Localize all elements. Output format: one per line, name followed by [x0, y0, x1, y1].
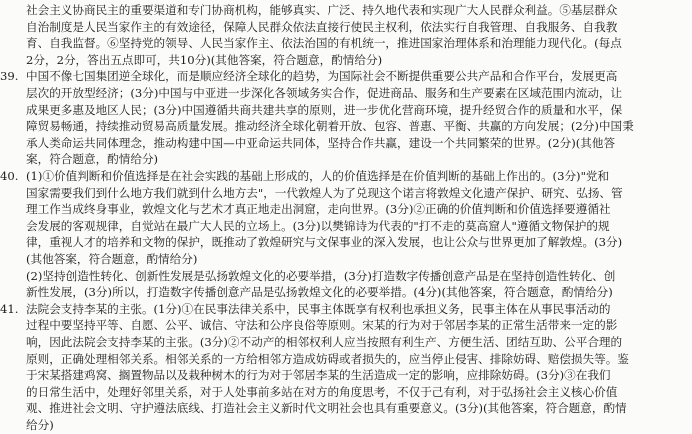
line-text: 案，符合题意，酌情给分) — [26, 152, 159, 167]
line-text: 国家需要我们到什么地方我们就到什么地方去"，一代敦煌人为了兑现这个诺言将敦煌文化遗产保护、研究、弘扬、管 — [26, 185, 623, 200]
line-text: 育、自我监督。⑥坚持党的领导、人民当家作主、依法治国的有机统一，推进国家治理体系和治理能力现代化。(每点 — [26, 36, 622, 51]
document-line — [0, 417, 692, 434]
document-line — [0, 367, 692, 384]
document-line — [0, 400, 692, 417]
line-text: 过程中要坚持平等、自愿、公平、诚信、守法和公序良俗等原则。宋某的行为对于邻居李某的正常生活带来一定的影 — [26, 318, 618, 333]
document-line — [0, 251, 692, 268]
document-line — [0, 334, 692, 351]
document-line — [0, 351, 692, 368]
document-line — [0, 2, 692, 19]
document-line — [0, 384, 692, 401]
line-text: 会发展的客观规律，自觉站在最广大人民的立场上。(3分)以樊锦诗为代表的"打不走的莫高窟人"遵循文物保护的规 — [26, 218, 610, 233]
line-text: 观、推进社会文明、守护遵法底线、打造社会主义新时代文明社会也具有重要意义。(3分)(其他答案，符合题意，酌情 — [26, 401, 627, 416]
document-line — [0, 218, 692, 235]
document-line — [0, 85, 692, 102]
line-text: 原则，正确处理相邻关系。相邻关系的一方给相邻方造成妨碍或者损失的，应当停止侵害、排除妨碍、赔偿损失等。鉴 — [26, 351, 629, 366]
line-text: (其他答案，符合题意，酌情给分) — [26, 252, 198, 266]
question-number: 39. — [0, 69, 19, 84]
document-line — [0, 201, 692, 218]
line-text: 理工作当成终身事业，敦煌文化与艺术才真正地走出洞窟，走向世界。(3分)②正确的价值判断和价值选择要遵循社 — [26, 202, 611, 217]
line-text: 给分) — [26, 418, 54, 432]
line-text: 社会主义协商民主的重要渠道和专门协商机构，能够真实、广泛、持久地代表和实现广大人民群众利益。⑤基层群众 — [26, 3, 618, 17]
line-text: 响，因此法院会支持李某的主张。(3分)②不动产的相邻权利人应当按照有利生产、方便生活、团结互助、公平合理的 — [26, 335, 623, 349]
line-text: 承人类命运共同体理念，推动构建中国—中亚命运共同体，坚持合作共赢，建设一个共同繁荣的世界。(2分)(其他答 — [26, 135, 616, 150]
document-line — [0, 102, 692, 119]
document-line — [0, 68, 692, 85]
question-number: 41. — [0, 301, 19, 316]
line-text: 成果更多惠及地区人民；(3分)中国遵循共商共建共享的原则，进一步优化营商环境，提升经贸合作的质量和水平，保 — [26, 102, 623, 117]
document-line — [0, 284, 692, 301]
document-line — [0, 234, 692, 251]
document-line — [0, 185, 692, 202]
document-line — [0, 301, 692, 318]
document-line — [0, 168, 692, 185]
line-text: 自治制度是人民当家作主的有效途径，保障人民群众依法直接行使民主权利，依法实行自我管理、自我服务、自我教 — [26, 19, 618, 34]
line-text: 律，重视人才的培养和文物的保护，既推动了敦煌研究与文保事业的深入发展，也让公众与世界更加了解敦煌。(3分) — [26, 235, 623, 250]
line-text: 新性发展，(3分)所以，打造数字传播创意产品是弘扬敦煌文化的必要举措。(4分)(其他答案，符合题意，酌情给分) — [26, 285, 613, 300]
line-text: 法院会支持李某的主张。(1分)①在民事法律关系中，民事主体既享有权利也承担义务，民事主体在从事民事活动的 — [26, 301, 611, 316]
document-line — [0, 151, 692, 168]
line-text: 的日常生活中，处理好邻里关系，对于人处事前多站在对方的角度思考，不仅于己有利，对于弘扬社会主义核心价值 — [26, 384, 618, 399]
line-text: 于宋某搭建鸡窝、搁置物品以及栽种树木的行为对于邻居李某的生活造成一定的影响，应排除妨碍。(3分)③在我们 — [26, 368, 611, 383]
document-line — [0, 52, 692, 69]
line-text: 层次的开放型经济；(3分)中国与中亚进一步深化各领域务实合作，促进商品、服务和生产要素在区域范围内流动，让 — [26, 86, 623, 100]
line-text: 2分，2分，答出五点即可，共10分)(其他答案，符合题意，酌情给分) — [26, 52, 383, 67]
line-text: (1)①价值判断和价值选择是在社会实践的基础上形成的，人的价值选择是在价值判断的基础上作出的。(3分)"党和 — [26, 169, 610, 183]
question-number: 40. — [0, 169, 19, 183]
line-text: 中国不像七国集团逆全球化，而是顺应经济全球化的趋势，为国际社会不断提供重要公共产品和合作平台，发展更高 — [26, 69, 618, 84]
document-line — [0, 35, 692, 52]
document-line — [0, 19, 692, 36]
document-line — [0, 317, 692, 334]
line-text: 障贸易畅通，持续推动贸易高质量发展。推动经济全球化朝着开放、包容、普惠、平衡、共赢的方向发展；(2分)中国秉 — [26, 119, 634, 134]
document-line — [0, 118, 692, 135]
document-line — [0, 135, 692, 152]
line-text: (2)坚持创造性转化、创新性发展是弘扬敦煌文化的必要举措，(3分)打造数字传播创意产品是在坚持创造性转化、创 — [26, 268, 616, 283]
document-line — [0, 268, 692, 285]
